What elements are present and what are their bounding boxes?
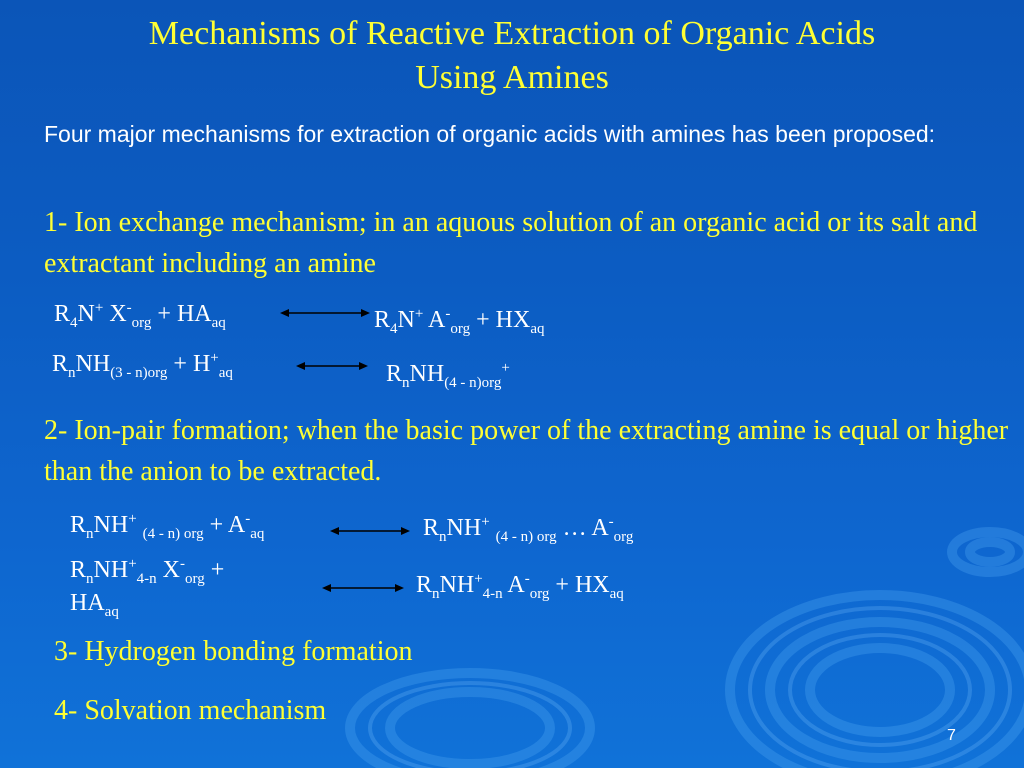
title-line-2: Using Amines [415,59,609,96]
page-number: 7 [947,727,956,744]
equilibrium-arrow-4 [322,581,404,595]
mechanism-1-text: 1- Ion exchange mechanism; in an aquous solution of an organic acid or its salt and extractant including an amine [44,207,978,279]
equation-1-products: $R_4N^+$ $A^-_{org} + HX_{aq}$ [374,306,545,337]
equation-4-products: $R_nNH^+_{4-n}$ $A^-_{org} + HX_{aq}$ [416,571,624,602]
equation-3-products: $R_nNH^+$ $_{(4 - n) org}$ … $A^-_{org}$ [423,514,634,545]
mechanism-2-text: 2- Ion-pair formation; when the basic power of the extracting amine is equal or higher than the anion to be extracted. [44,415,1009,487]
equilibrium-arrow-2 [296,359,368,373]
equilibrium-arrow-1 [280,306,370,320]
equation-1-reactants: $R_4N^+$ $X^-_{org} + HA_{aq}$ [54,300,226,331]
equilibrium-arrow-3 [330,524,410,538]
intro-paragraph: Four major mechanisms for extraction of organic acids with amines has been proposed: [44,121,936,147]
equation-3-reactants: $R_nNH^+$ $_{(4 - n) org} + A^-_{aq}$ [70,511,265,542]
slide-title [40,12,984,100]
equation-2-products: $R_nNH_{(4 - n)org}^+$ [386,360,510,391]
equation-4-reactants-line-1: $R_nNH^+_{4-n}$ $X^-_{org}$ + [70,556,225,587]
title-line-1: Mechanisms of Reactive Extraction of Organic Acids [148,15,876,52]
equation-4-reactants-line-2: $HA_{aq}$ [70,590,119,620]
mechanism-3-text: 3- Hydrogen bonding formation [54,636,413,667]
equation-2-reactants: $R_nNH_{(3 - n)org} + H^+_{aq}$ [52,350,233,381]
mechanism-4-text: 4- Solvation mechanism [54,695,327,726]
